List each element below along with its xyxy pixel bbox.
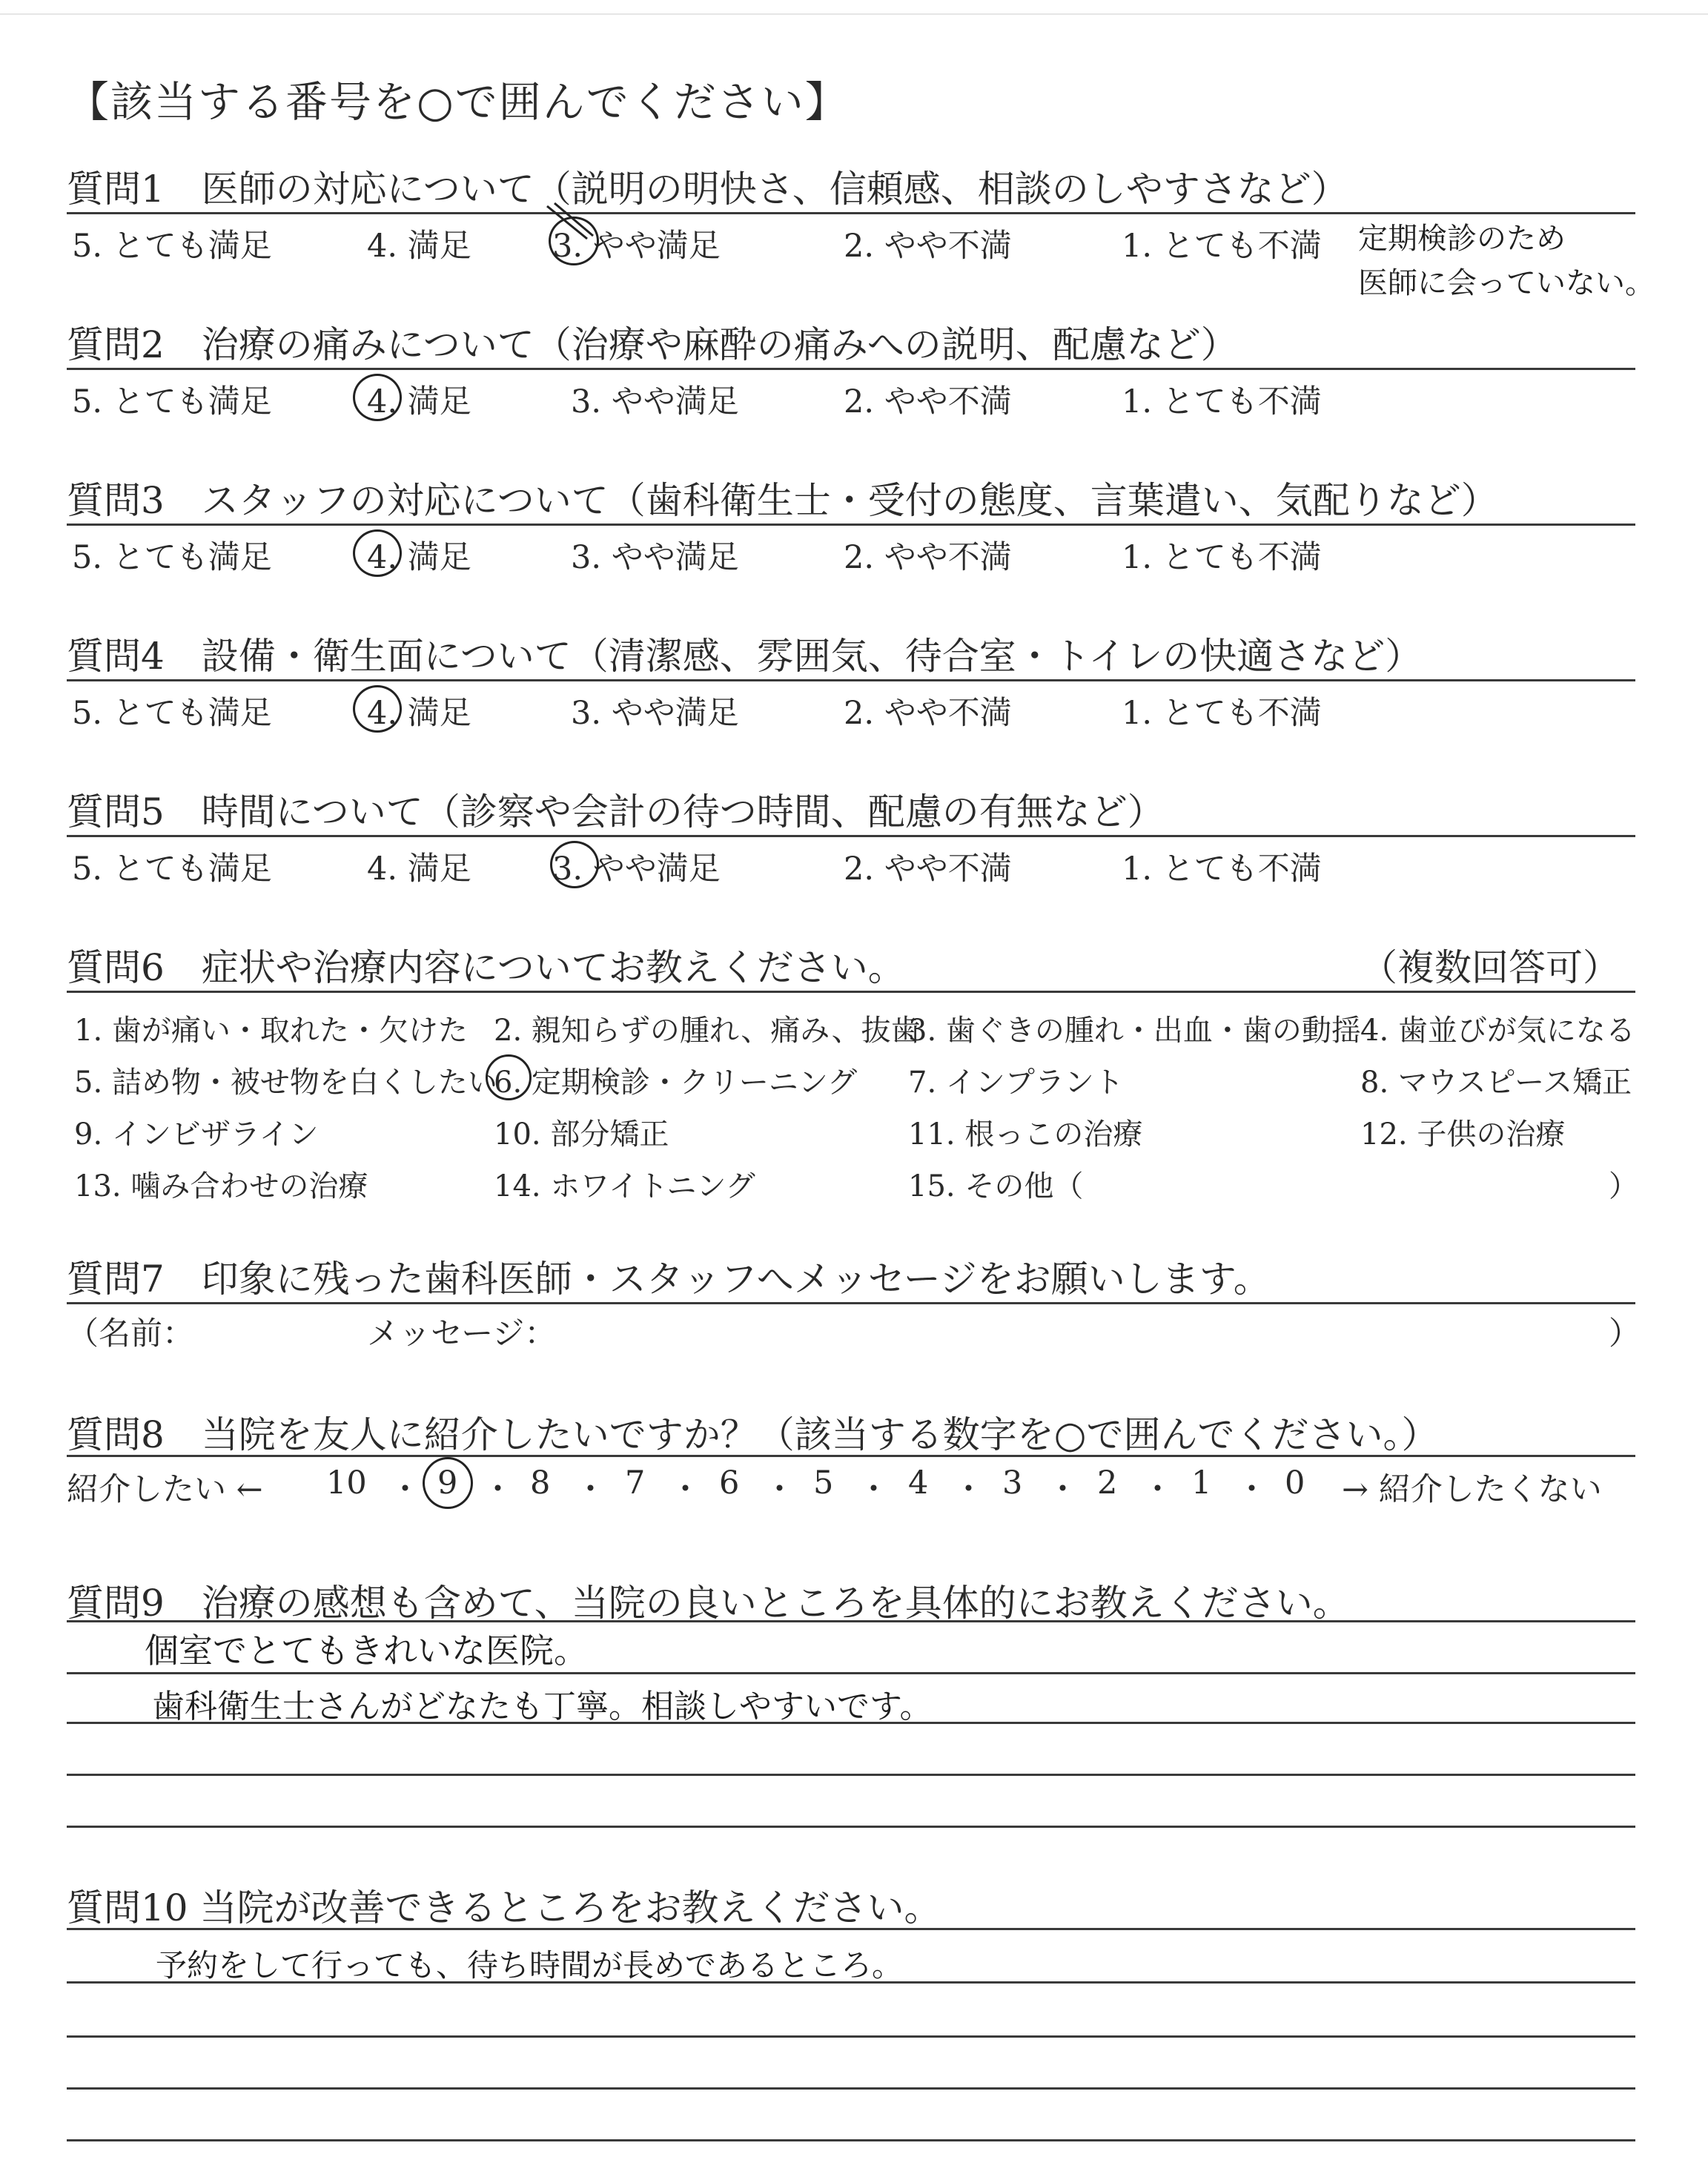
q6-item-1[interactable]: 1. 歯が痛い・取れた・欠けた — [74, 1014, 468, 1048]
q8-scale-3[interactable]: 3 — [1002, 1464, 1023, 1502]
q8-sep: ・ — [858, 1471, 890, 1508]
page-top-edge — [0, 13, 1708, 15]
q8-scale-4[interactable]: 4 — [908, 1464, 929, 1502]
q9-rule-5 — [67, 1826, 1635, 1828]
q6-item-5[interactable]: 5. 詰め物・被せ物を白くしたい — [74, 1066, 497, 1100]
q2-selection-circle — [353, 374, 402, 421]
q8-sep: ・ — [953, 1471, 984, 1508]
question-4-rule — [67, 679, 1635, 681]
q3-option-3[interactable]: 3. やや満足 — [571, 539, 739, 576]
q7-message-label: メッセージ： — [367, 1315, 557, 1353]
q6-item-3[interactable]: 3. 歯ぐきの腫れ・出血・歯の動揺 — [908, 1014, 1361, 1048]
q8-sep: ・ — [1236, 1471, 1268, 1508]
q8-sep: ・ — [389, 1471, 421, 1508]
q6-item-14[interactable]: 14. ホワイトニング — [494, 1169, 755, 1203]
q2-option-5[interactable]: 5. とても満足 — [72, 383, 272, 420]
q6-item-12[interactable]: 12. 子供の治療 — [1360, 1117, 1566, 1152]
q10-rule-3 — [67, 2035, 1635, 2038]
q2-option-4[interactable]: 4. 満足 — [367, 383, 471, 420]
q6-item-7[interactable]: 7. インプラント — [908, 1066, 1124, 1100]
q6-item-15[interactable]: 15. その他（ — [908, 1169, 1084, 1203]
q6-item-6[interactable]: 6. 定期検診・クリーニング — [494, 1066, 858, 1100]
question-5-title: 質問5 時間について（診察や会計の待つ時間、配慮の有無など） — [67, 790, 1165, 833]
q2-option-3[interactable]: 3. やや満足 — [571, 383, 739, 420]
question-9-title: 質問9 治療の感想も含めて、当院の良いところを具体的にお教えください。 — [67, 1582, 1350, 1625]
q8-sep: ・ — [482, 1471, 514, 1508]
q1-note-line-1: 定期検診のため — [1358, 222, 1566, 256]
q6-item-15-close: ） — [1609, 1169, 1638, 1203]
q8-sep: ・ — [575, 1471, 606, 1508]
q8-sep: ・ — [764, 1471, 795, 1508]
q8-scale-1[interactable]: 1 — [1191, 1464, 1212, 1502]
question-6-multi-note: （複数回答可） — [1360, 946, 1620, 989]
q10-answer-line-1: 予約をして行っても、待ち時間が長めであるところ。 — [156, 1947, 904, 1984]
q8-right-label: → 紹介したくない — [1342, 1471, 1602, 1508]
question-8-title: 質問8 当院を友人に紹介したいですか？（該当する数字を○で囲んでください。） — [67, 1413, 1439, 1456]
q8-scale-0[interactable]: 0 — [1285, 1464, 1305, 1502]
q6-item-11[interactable]: 11. 根っこの治療 — [908, 1117, 1143, 1152]
question-10-title: 質問10 当院が改善できるところをお教えください。 — [67, 1886, 941, 1929]
q8-scale-2[interactable]: 2 — [1097, 1464, 1118, 1502]
q8-scale-10[interactable]: 10 — [326, 1464, 367, 1502]
q10-rule-5 — [67, 2139, 1635, 2141]
question-6-rule — [67, 991, 1635, 993]
question-7-title: 質問7 印象に残った歯科医師・スタッフへメッセージをお願いします。 — [67, 1258, 1271, 1301]
q6-item-8[interactable]: 8. マウスピース矯正 — [1360, 1066, 1632, 1100]
q8-sep: ・ — [1047, 1471, 1079, 1508]
q5-option-3[interactable]: 3. やや満足 — [552, 851, 721, 888]
q5-selection-circle — [550, 841, 599, 888]
q6-item-10[interactable]: 10. 部分矯正 — [494, 1117, 669, 1152]
q8-selection-circle — [423, 1457, 473, 1509]
q1-option-5[interactable]: 5. とても満足 — [72, 228, 272, 265]
question-3-rule — [67, 524, 1635, 526]
q1-option-1[interactable]: 1. とても不満 — [1122, 228, 1322, 265]
q8-sep: ・ — [1142, 1471, 1174, 1508]
q8-scale-6[interactable]: 6 — [719, 1464, 740, 1502]
q1-strike-mark — [541, 200, 600, 245]
q8-left-label: 紹介したい ← — [67, 1471, 263, 1508]
q6-item-4[interactable]: 4. 歯並びが気になる — [1360, 1014, 1635, 1048]
q10-rule-1 — [67, 1928, 1635, 1930]
q1-option-3[interactable]: 3. やや満足 — [552, 228, 721, 265]
q9-answer-line-1: 個室でとてもきれいな医院。 — [145, 1631, 588, 1671]
q3-selection-circle — [353, 529, 402, 577]
q6-item-9[interactable]: 9. インビザライン — [74, 1117, 319, 1152]
question-1-title: 質問1 医師の対応について（説明の明快さ、信頼感、相談のしやすさなど） — [67, 168, 1348, 211]
q4-option-4[interactable]: 4. 満足 — [367, 695, 471, 732]
q5-option-4[interactable]: 4. 満足 — [367, 851, 471, 888]
question-1-rule — [67, 212, 1635, 214]
q8-scale-5[interactable]: 5 — [813, 1464, 834, 1502]
q5-option-5[interactable]: 5. とても満足 — [72, 851, 272, 888]
q10-rule-4 — [67, 2087, 1635, 2090]
q4-selection-circle — [353, 685, 402, 733]
question-8-rule — [67, 1455, 1635, 1457]
q9-rule-1 — [67, 1620, 1635, 1622]
question-5-rule — [67, 835, 1635, 837]
q3-option-2[interactable]: 2. やや不満 — [844, 539, 1012, 576]
q6-selection-circle — [486, 1054, 532, 1100]
q2-option-2[interactable]: 2. やや不満 — [844, 383, 1012, 420]
question-2-title: 質問2 治療の痛みについて（治療や麻酔の痛みへの説明、配慮など） — [67, 323, 1238, 366]
q2-option-1[interactable]: 1. とても不満 — [1122, 383, 1322, 420]
q5-option-1[interactable]: 1. とても不満 — [1122, 851, 1322, 888]
question-6-title: 質問6 症状や治療内容についてお教えください。 — [67, 946, 905, 989]
q3-option-4[interactable]: 4. 満足 — [367, 539, 471, 576]
q8-scale-8[interactable]: 8 — [530, 1464, 551, 1502]
q8-scale-9[interactable]: 9 — [437, 1464, 458, 1502]
q1-option-2[interactable]: 2. やや不満 — [844, 228, 1012, 265]
q9-answer-line-2: 歯科衛生士さんがどなたも丁寧。相談しやすいです。 — [152, 1688, 933, 1725]
q1-option-4[interactable]: 4. 満足 — [367, 228, 471, 265]
question-7-rule — [67, 1302, 1635, 1304]
q3-option-5[interactable]: 5. とても満足 — [72, 539, 272, 576]
q8-sep: ・ — [669, 1471, 701, 1508]
q4-option-2[interactable]: 2. やや不満 — [844, 695, 1012, 732]
q6-item-13[interactable]: 13. 噛み合わせの治療 — [74, 1169, 368, 1203]
question-3-title: 質問3 スタッフの対応について（歯科衛生士・受付の態度、言葉遣い、気配りなど） — [67, 479, 1498, 522]
q7-name-label: （名前： — [67, 1315, 194, 1353]
q4-option-5[interactable]: 5. とても満足 — [72, 695, 272, 732]
q4-option-1[interactable]: 1. とても不満 — [1122, 695, 1322, 732]
q3-option-1[interactable]: 1. とても不満 — [1122, 539, 1322, 576]
q5-option-2[interactable]: 2. やや不満 — [844, 851, 1012, 888]
q6-item-2[interactable]: 2. 親知らずの腫れ、痛み、抜歯 — [494, 1014, 921, 1048]
form-header: 【該当する番号を○で囲んでください】 — [67, 78, 849, 127]
q1-note-line-2: 医師に会っていない。 — [1358, 266, 1655, 300]
q7-close-paren: ） — [1609, 1315, 1641, 1353]
question-2-rule — [67, 368, 1635, 370]
q9-rule-4 — [67, 1774, 1635, 1776]
question-4-title: 質問4 設備・衛生面について（清潔感、雰囲気、待合室・トイレの快適さなど） — [67, 635, 1423, 678]
q4-option-3[interactable]: 3. やや満足 — [571, 695, 739, 732]
q8-scale-7[interactable]: 7 — [625, 1464, 646, 1502]
